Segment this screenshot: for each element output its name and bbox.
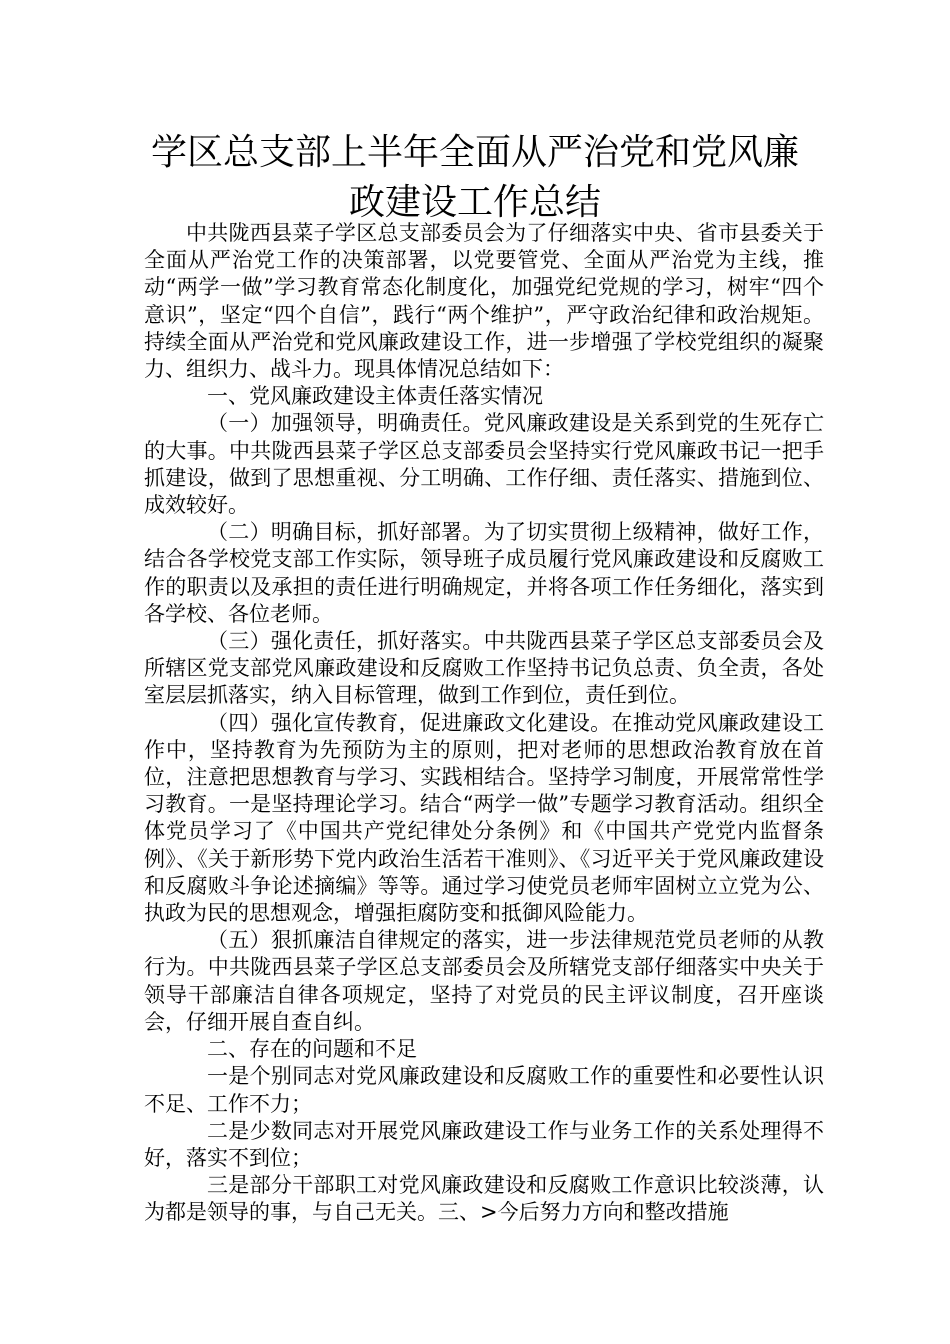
document-title-line-1: 学区总支部上半年全面从严治党和党风廉	[150, 132, 799, 173]
document-title-line-2: 政建设工作总结	[348, 182, 601, 223]
problem-item-2: 二是少数同志对开展党风廉政建设工作与业务工作的关系处理得不好，落实不到位；	[144, 1118, 824, 1170]
section-heading-2: 二、存在的问题和不足	[207, 1037, 417, 1062]
problem-item-3: 三是部分干部职工对党风廉政建设和反腐败工作意识比较淡薄，认为都是领导的事，与自己无关。三、>今后努力方向和整改措施	[144, 1173, 824, 1225]
paragraph-item-3: （三）强化责任，抓好落实。中共陇西县菜子学区总支部委员会及所辖区党支部党风廉政建设和反腐败工作坚持书记负总责、负全责，各处室层层抓落实，纳入目标管理，做到工作到位，责任到位。	[144, 629, 824, 708]
paragraph-item-5: （五）狠抓廉洁自律规定的落实，进一步法律规范党员老师的从教行为。中共陇西县菜子学区总支部委员会及所辖党支部仔细落实中央关于领导干部廉洁自律各项规定，坚持了对党员的民主评议制度，召开座谈会，仔细开展自查自纠。	[144, 928, 824, 1034]
paragraph-item-2: （二）明确目标，抓好部署。为了切实贯彻上级精神，做好工作，结合各学校党支部工作实际，领导班子成员履行党风廉政建设和反腐败工作的职责以及承担的责任进行明确规定，并将各项工作任务细化，落实到各学校、各位老师。	[144, 520, 824, 626]
intro-paragraph: 中共陇西县菜子学区总支部委员会为了仔细落实中央、省市县委关于全面从严治党工作的决策部署，以党要管党、全面从严治党为主线，推动“两学一做”学习教育常态化制度化，加强党纪党规的学习，树牢“四个意识”，坚定“四个自信”，践行“两个维护”，严守政治纪律和政治规矩。持续全面从严治党和党风廉政建设工作，进一步增强了学校党组织的凝聚力、组织力、战斗力。现具体情况总结如下：	[144, 221, 824, 382]
document-body	[144, 220, 824, 1227]
section-heading-1: 一、党风廉政建设主体责任落实情况	[207, 384, 543, 409]
problem-item-1: 一是个别同志对党风廉政建设和反腐败工作的重要性和必要性认识不足、工作不力；	[144, 1064, 824, 1116]
paragraph-item-4: （四）强化宣传教育，促进廉政文化建设。在推动党风廉政建设工作中，坚持教育为先预防为主的原则，把对老师的思想政治教育放在首位，注意把思想教育与学习、实践相结合。坚持学习制度，开展常常性学习教育。一是坚持理论学习。结合“两学一做”专题学习教育活动。组织全体党员学习了《中国共产党纪律处分条例》和《中国共产党党内监督条例》、《关于新形势下党内政治生活若干准则》、《习近平关于党风廉政建设和反腐败斗争论述摘编》等等。通过学习使党员老师牢固树立立党为公、执政为民的思想观念，增强拒腐防变和抵御风险能力。	[144, 710, 824, 926]
paragraph-item-1: （一）加强领导，明确责任。党风廉政建设是关系到党的生死存亡的大事。中共陇西县菜子学区总支部委员会坚持实行党风廉政书记一把手抓建设，做到了思想重视、分工明确、工作仔细、责任落实、措施到位、成效较好。	[144, 411, 824, 518]
